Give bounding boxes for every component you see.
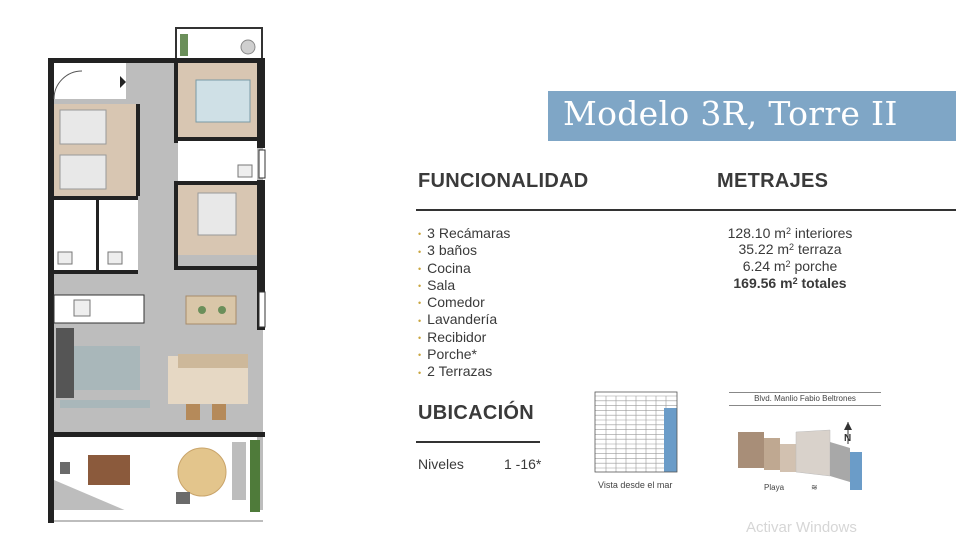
list-item: • 3 baños xyxy=(418,242,510,259)
beach-label: Playa xyxy=(764,483,785,492)
toilet xyxy=(108,252,122,264)
wall xyxy=(174,185,178,270)
chair xyxy=(60,462,70,474)
list-item: • Lavandería xyxy=(418,311,510,328)
kitchen-counter xyxy=(56,328,74,398)
wall-terrace xyxy=(48,432,265,437)
washer xyxy=(74,300,90,316)
building-caption: Vista desde el mar xyxy=(598,480,673,490)
wall xyxy=(174,181,257,185)
window xyxy=(259,150,265,178)
kitchen-island xyxy=(74,346,140,390)
recibidor xyxy=(54,63,126,99)
list-item: • Sala xyxy=(418,277,510,294)
terrace-chair xyxy=(241,40,255,54)
windows-activation-watermark: Activar Windows xyxy=(746,519,857,536)
chair xyxy=(176,492,190,504)
list-item: • Cocina xyxy=(418,260,510,277)
sofa xyxy=(178,354,248,368)
list-item: • 3 Recámaras xyxy=(418,225,510,242)
floor-plan xyxy=(0,0,300,532)
wall-top xyxy=(48,58,265,63)
waves-icon: ≋ xyxy=(811,483,818,492)
site-block xyxy=(796,430,830,476)
wall xyxy=(174,137,257,141)
metraje-row: 35.22 $m^2$ terraza xyxy=(738,241,842,257)
terrace-round-table xyxy=(178,448,226,496)
niveles-label: Niveles xyxy=(418,456,464,472)
site-block xyxy=(764,438,780,470)
building-diagram xyxy=(592,390,684,476)
page-title: Modelo 3R, Torre II xyxy=(563,94,898,133)
wall xyxy=(174,63,178,143)
dining-table xyxy=(186,296,236,324)
wall-left xyxy=(48,58,54,523)
niveles-value: 1 -16* xyxy=(504,456,542,472)
unit-highlight xyxy=(850,452,862,490)
chair xyxy=(186,404,200,420)
list-item: • 2 Terrazas xyxy=(418,363,510,380)
chair xyxy=(212,404,226,420)
wall xyxy=(136,104,140,196)
plant xyxy=(180,34,188,56)
site-block xyxy=(830,442,850,482)
window xyxy=(259,292,265,327)
wall xyxy=(54,196,138,200)
metrajes-heading: METRAJES xyxy=(717,170,829,192)
north-arrow-icon xyxy=(844,422,852,430)
bed xyxy=(60,155,106,189)
list-item: • Porche* xyxy=(418,346,510,363)
laundry xyxy=(54,295,144,323)
terrace-table xyxy=(88,455,130,485)
ubicacion-divider xyxy=(416,441,540,443)
terrace-lounger xyxy=(232,442,246,500)
bed xyxy=(196,80,250,122)
north-label: N xyxy=(844,433,852,444)
list-item: • Comedor xyxy=(418,294,510,311)
metraje-row: 128.10 $m^2$ interiores xyxy=(727,225,853,241)
wall-right-upper xyxy=(257,58,265,148)
plant xyxy=(198,306,206,314)
toilet xyxy=(58,252,72,264)
bed xyxy=(198,193,236,235)
site-block xyxy=(738,432,764,468)
wall xyxy=(54,270,138,274)
planter xyxy=(250,440,260,512)
list-item: • Recibidor xyxy=(418,329,510,346)
bed xyxy=(60,110,106,144)
street-label: Blvd. Manlio Fabio Beltrones xyxy=(754,394,856,403)
funcionalidad-heading: FUNCIONALIDAD xyxy=(418,170,589,192)
terrace-edge xyxy=(54,510,265,520)
section-divider xyxy=(416,209,956,211)
wall xyxy=(96,200,99,270)
unit-highlight xyxy=(664,408,677,472)
metraje-total-row: 169.56 $m^2$ totales xyxy=(733,275,847,291)
metraje-row: 6.24 $m^2$ porche xyxy=(742,258,838,274)
features-list xyxy=(418,225,510,381)
plant xyxy=(218,306,226,314)
ubicacion-heading: UBICACIÓN xyxy=(418,402,535,424)
wall xyxy=(174,266,257,270)
toilet xyxy=(238,165,252,177)
counter xyxy=(60,400,150,408)
site-block xyxy=(780,444,796,472)
